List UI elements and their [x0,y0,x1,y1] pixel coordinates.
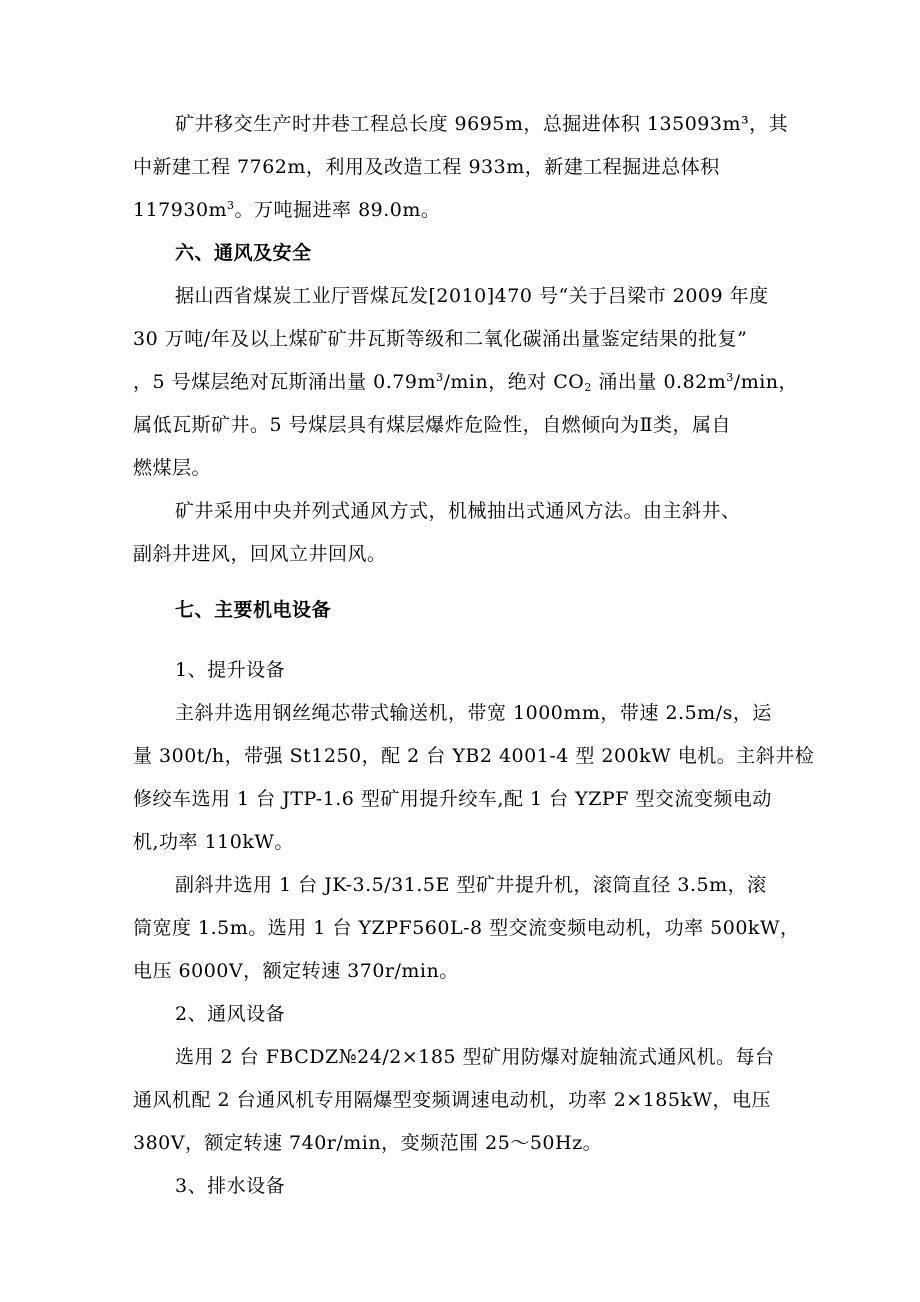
paragraph-line: 电压 6000V，额定转速 370r/min。 [133,960,459,982]
paragraph-line: 燃煤层。 [133,457,212,479]
paragraph-line: 通风机配 2 台通风机专用隔爆型变频调速电动机，功率 2×185kW，电压 [133,1089,772,1111]
paragraph-line: 380V，额定转速 740r/min，变频范围 25～50Hz。 [133,1132,603,1154]
subsection-heading-hoisting: 1、提升设备 [175,659,286,681]
section-heading-ventilation: 六、通风及安全 [175,242,312,264]
text-run: 涌出量 0.82m [591,371,727,393]
superscript: 3 [227,199,235,212]
paragraph-line: 副斜井选用 1 台 JK-3.5/31.5E 型矿井提升机，滚筒直径 3.5m，滚 [175,874,767,896]
paragraph-line: 30 万吨/年及以上煤矿矿井瓦斯等级和二氧化碳涌出量鉴定结果的批复” [133,328,748,350]
paragraph-line [133,198,440,222]
superscript: 3 [726,371,734,384]
text-run: /min，绝对 CO [443,371,585,393]
paragraph-line [133,370,798,394]
text-run: 。万吨掘进率 89.0m。 [234,199,441,221]
paragraph-line: 据山西省煤炭工业厅晋煤瓦发[2010]470 号“关于吕梁市 2009 年度 [175,285,769,307]
paragraph-line: 主斜井选用钢丝绳芯带式输送机，带宽 1000mm，带速 2.5m/s，运 [175,702,772,724]
paragraph-line: 中新建工程 7762m，利用及改造工程 933m，新建工程掘进总体积 [133,156,720,178]
paragraph-line: 机,功率 110kW。 [133,831,294,853]
paragraph-line: 修绞车选用 1 台 JTP-1.6 型矿用提升绞车,配 1 台 YZPF 型交流变频电动 [133,788,772,810]
subsection-heading-ventilation-equipment: 2、通风设备 [175,1003,286,1025]
paragraph-line: 量 300t/h，带强 St1250，配 2 台 YB2 4001-4 型 200kW 电机。主斜井检 [133,745,815,767]
paragraph-line: 选用 2 台 FBCDZ№24/2×185 型矿用防爆对旋轴流式通风机。每台 [175,1046,775,1068]
text-run: 117930m [133,199,228,221]
paragraph-line: 属低瓦斯矿井。5 号煤层具有煤层爆炸危险性，自燃倾向为Ⅱ类，属自 [133,414,732,436]
paragraph-line: 矿井移交生产时井巷工程总长度 9695m，总掘进体积 135093m³，其 [175,113,789,135]
text-run: ，5 号煤层绝对瓦斯涌出量 0.79m [133,371,436,393]
subsection-heading-drainage: 3、排水设备 [175,1175,286,1197]
text-run: /min， [733,371,799,393]
superscript: 3 [436,371,444,384]
paragraph-line: 矿井采用中央并列式通风方式，机械抽出式通风方法。由主斜井、 [175,500,741,522]
subscript: 2 [584,381,592,394]
section-heading-equipment: 七、主要机电设备 [175,599,332,621]
paragraph-line: 副斜井进风，回风立井回风。 [133,543,387,565]
paragraph-line: 筒宽度 1.5m。选用 1 台 YZPF560L-8 型交流变频电动机，功率 500kW， [133,917,800,939]
